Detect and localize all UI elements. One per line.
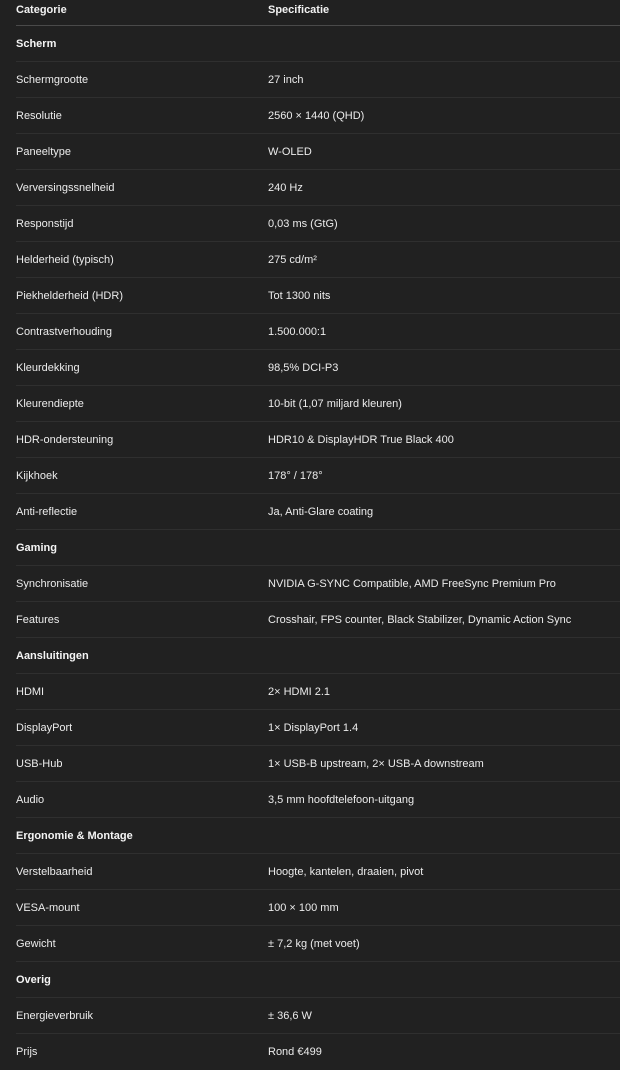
category-cell: Synchronisatie: [16, 577, 89, 590]
specification-cell: 98,5% DCI-P3: [268, 361, 339, 374]
column-header-category: Categorie: [16, 4, 67, 16]
specification-cell: 27 inch: [268, 73, 304, 86]
table-row: [16, 998, 620, 1034]
column-header-specification: Specificatie: [268, 4, 330, 16]
section-header-row: [16, 638, 620, 674]
table-row: [16, 314, 620, 350]
table-row: [16, 494, 620, 530]
section-title: Ergonomie & Montage: [16, 829, 133, 842]
category-cell: HDR-ondersteuning: [16, 433, 114, 446]
specification-cell: Tot 1300 nits: [268, 289, 331, 302]
table-row: [16, 422, 620, 458]
category-cell: Anti-reflectie: [16, 505, 78, 518]
section-title: Overig: [16, 973, 51, 986]
specification-cell: 1× USB-B upstream, 2× USB-A downstream: [268, 757, 484, 770]
specification-cell: 100 × 100 mm: [268, 901, 339, 914]
category-cell: Kijkhoek: [16, 469, 58, 482]
table-body: [16, 26, 620, 1070]
section-title: Aansluitingen: [16, 649, 89, 662]
category-cell: USB-Hub: [16, 757, 63, 770]
category-cell: Gewicht: [16, 937, 56, 950]
table-row: [16, 854, 620, 890]
specification-cell: NVIDIA G-SYNC Compatible, AMD FreeSync Premium Pro: [268, 577, 556, 590]
section-header-row: [16, 818, 620, 854]
category-cell: Paneeltype: [16, 145, 72, 158]
table-row: [16, 350, 620, 386]
category-cell: HDMI: [16, 685, 45, 698]
table-row: [16, 242, 620, 278]
category-cell: Kleurendiepte: [16, 397, 84, 410]
category-cell: Prijs: [16, 1046, 38, 1058]
specification-cell: 275 cd/m²: [268, 253, 317, 266]
category-cell: Energieverbruik: [16, 1009, 94, 1022]
table-row: [16, 782, 620, 818]
specification-cell: 240 Hz: [268, 181, 303, 194]
table-row: [16, 1034, 620, 1070]
category-cell: VESA-mount: [16, 901, 80, 914]
specification-cell: 3,5 mm hoofdtelefoon-uitgang: [268, 793, 415, 806]
section-header-row: [16, 962, 620, 998]
category-cell: DisplayPort: [16, 721, 73, 734]
specification-cell: 10-bit (1,07 miljard kleuren): [268, 397, 402, 410]
specification-cell: Rond €499: [268, 1046, 322, 1058]
category-cell: Responstijd: [16, 217, 74, 230]
specification-cell: 0,03 ms (GtG): [268, 217, 338, 230]
section-header-row: [16, 26, 620, 62]
category-cell: Helderheid (typisch): [16, 253, 114, 266]
table-row: [16, 890, 620, 926]
category-cell: Features: [16, 613, 60, 626]
category-cell: Audio: [16, 793, 45, 806]
table-row: [16, 746, 620, 782]
table-row: [16, 206, 620, 242]
specification-cell: W-OLED: [268, 145, 312, 158]
table-row: [16, 98, 620, 134]
table-row: [16, 134, 620, 170]
specification-cell: HDR10 & DisplayHDR True Black 400: [268, 433, 454, 446]
specification-cell: ± 7,2 kg (met voet): [268, 937, 360, 950]
section-header-row: [16, 530, 620, 566]
specification-cell: ± 36,6 W: [268, 1009, 312, 1022]
category-cell: Schermgrootte: [16, 73, 89, 86]
category-cell: Verstelbaarheid: [16, 865, 93, 878]
category-cell: Piekhelderheid (HDR): [16, 289, 123, 302]
table-row: [16, 170, 620, 206]
table-row: [16, 386, 620, 422]
table-row: [16, 926, 620, 962]
table-row: [16, 710, 620, 746]
specification-cell: 2× HDMI 2.1: [268, 685, 331, 698]
specification-cell: Crosshair, FPS counter, Black Stabilizer, Dynamic Action Sync: [268, 613, 572, 626]
category-cell: Contrastverhouding: [16, 325, 113, 338]
table-row: [16, 602, 620, 638]
specification-cell: 178° / 178°: [268, 469, 323, 482]
category-cell: Resolutie: [16, 109, 62, 122]
category-cell: Kleurdekking: [16, 361, 80, 374]
category-cell: Verversingssnelheid: [16, 181, 115, 194]
specification-cell: Hoogte, kantelen, draaien, pivot: [268, 865, 424, 878]
specification-cell: Ja, Anti-Glare coating: [268, 505, 374, 518]
table-row: [16, 566, 620, 602]
section-title: Scherm: [16, 37, 57, 50]
table-row: [16, 458, 620, 494]
specification-cell: 1.500.000:1: [268, 325, 327, 338]
table-header-row: [16, 0, 620, 26]
section-title: Gaming: [16, 541, 57, 554]
specification-cell: 2560 × 1440 (QHD): [268, 109, 365, 122]
table-row: [16, 674, 620, 710]
specification-cell: 1× DisplayPort 1.4: [268, 721, 359, 734]
table-row: [16, 62, 620, 98]
table-row: [16, 278, 620, 314]
